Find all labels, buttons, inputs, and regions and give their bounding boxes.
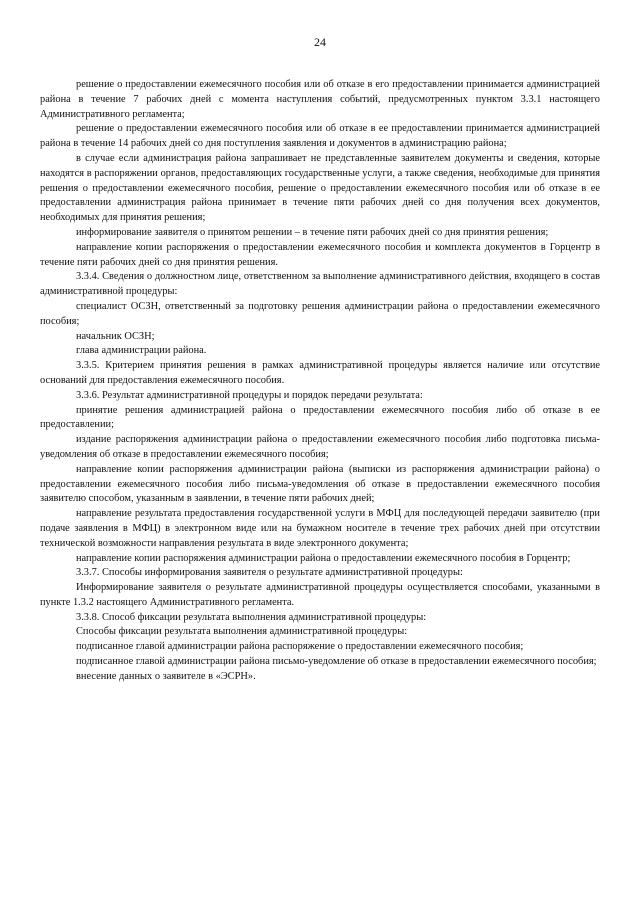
paragraph: подписанное главой администрации района распоряжение о предоставлении ежемесячного пособия; (76, 641, 524, 653)
paragraph: направление копии распоряжения администрации района о предоставлении ежемесячного пособия в Горцентр; (76, 552, 571, 564)
paragraph: направление копии распоряжения администрации района (выписки из распоряжения администрации района) о предоставлении ежемесячного пособия либо письма-уведомления об отказе в предоставлении ежемесячного пособия заявителю способом, указанным в заявлении, в течение пяти рабочих дней; (40, 463, 600, 505)
paragraph: 3.3.8. Способ фиксации результата выполнения административной процедуры: (76, 611, 427, 623)
paragraph: в случае если администрация района запрашивает не представленные заявителем документы и сведения, которые находятся в распоряжении органов, предоставляющих государственные услуги, а также сведения, необходимые для принятия решения о предоставлении ежемесячного пособия, решение о предоставлении ежемесячного пособия или об отказе в ее предоставлении администрация района принимает в течение пяти рабочих дней со дня получения всех документов, необходимых для принятия решения; (40, 152, 600, 224)
paragraph: информирование заявителя о принятом решении – в течение пяти рабочих дней со дня принятия решения; (76, 226, 549, 238)
paragraph: внесение данных о заявителе в «ЭСРН». (76, 670, 256, 682)
paragraph: 3.3.4. Сведения о должностном лице, ответственном за выполнение административного действия, входящего в состав административной процедуры: (40, 271, 600, 298)
paragraph: 3.3.5. Критерием принятия решения в рамках административной процедуры является наличие или отсутствие оснований для предоставления ежемесячного пособия. (40, 360, 600, 386)
paragraph: принятие решения администрацией района о предоставлении ежемесячного пособия либо об отказе в ее предоставлении; (40, 404, 600, 431)
paragraph: решение о предоставлении ежемесячного пособия или об отказе в его предоставлении принимается администрацией района в течение 7 рабочих дней с момента наступления событий, предусмотренных пунктом 3.3.1 настоящего Административного регламента; (40, 79, 600, 120)
paragraph: издание распоряжения администрации района о предоставлении ежемесячного пособия либо подготовка письма-уведомления об отказе в предоставлении ежемесячного пособия; (40, 434, 600, 460)
paragraph: направление копии распоряжения о предоставлении ежемесячного пособия и комплекта документов в Горцентр в течение пяти рабочих дней со дня принятия решения. (40, 241, 600, 268)
paragraph: глава администрации района. (76, 345, 207, 357)
paragraph: подписанное главой администрации района письмо-уведомление об отказе в предоставлении ежемесячного пособия; (76, 656, 597, 668)
paragraph: Информирование заявителя о результате административной процедуры осуществляется способами, указанными в пункте 1.3.2 настоящего Административного регламента. (40, 582, 600, 608)
paragraph: решение о предоставлении ежемесячного пособия или об отказе в ее предоставлении принимается администрацией района в течение 14 рабочих дней со дня поступления заявления и документов в администрацию района; (40, 123, 600, 150)
paragraph: направление результата предоставления государственной услуги в МФЦ для последующей передачи заявителю (при подаче заявления в МФЦ) в электронном виде или на бумажном носителе в течение трех рабочих дней при отсутствии технической возможности направления результата в виде электронного документа; (40, 508, 600, 549)
page-number: 24 (314, 35, 326, 49)
paragraph: Способы фиксации результата выполнения административной процедуры: (76, 626, 408, 638)
paragraph: 3.3.7. Способы информирования заявителя о результате административной процедуры: (76, 567, 463, 579)
document-body (40, 78, 600, 685)
paragraph: 3.3.6. Результат административной процедуры и порядок передачи результата: (76, 389, 423, 401)
paragraph: специалист ОСЗН, ответственный за подготовку решения администрации района о предоставлении ежемесячного пособия; (40, 300, 600, 327)
paragraph: начальник ОСЗН; (76, 330, 155, 342)
